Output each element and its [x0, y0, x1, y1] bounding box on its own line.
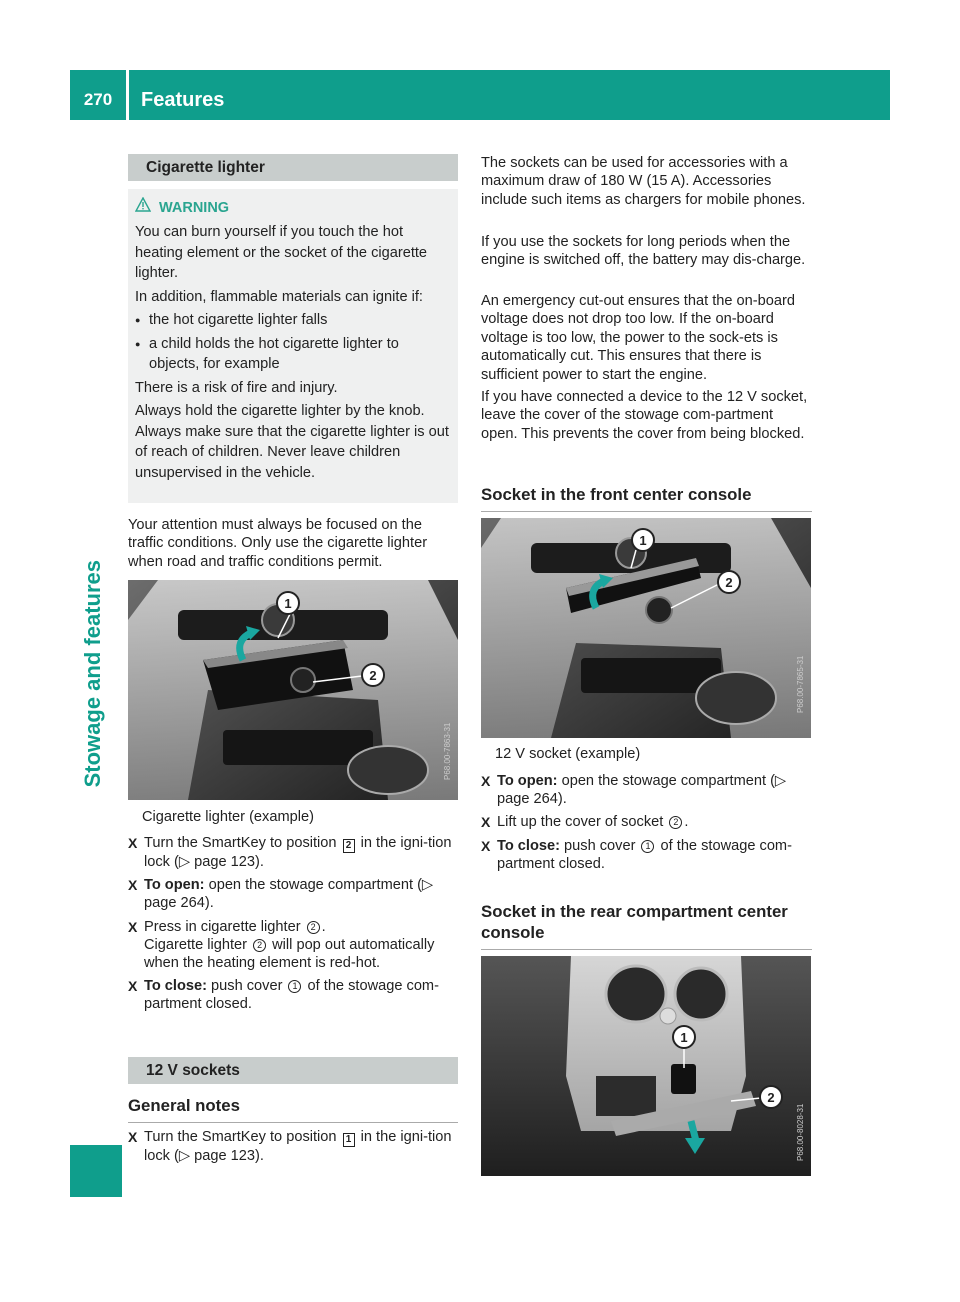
- callout-ref-2: 2: [307, 921, 320, 934]
- callout-1: 1: [284, 596, 292, 611]
- warning-paragraph: You can burn yourself if you touch the hot heating element or the socket of the cigarette lighter.: [135, 224, 428, 281]
- callout-2: 2: [725, 575, 733, 590]
- callout-ref-1: 1: [288, 980, 301, 993]
- warning-title-text: WARNING: [159, 199, 230, 216]
- callout-ref-1: 1: [641, 840, 654, 853]
- warning-paragraph: In addition, flammable materials can ignite if:: [135, 288, 423, 305]
- subheading-front-console: Socket in the front center console: [481, 484, 812, 512]
- step-arrow-icon: X: [481, 837, 491, 854]
- page-title: Features: [141, 89, 225, 111]
- front-socket-photo: [481, 518, 811, 738]
- sockets-paragraph: If you have connected a device to the 12 V socket, leave the cover of the stowage com-partment open. This prevents the cover from being blocked.: [481, 389, 808, 442]
- warning-paragraph: Always hold the cigarette lighter by the knob. Always make sure that the cigarette lighter is out of reach of children. Never leave children unsupervised in the vehicle.: [135, 403, 449, 481]
- instruction-step: X To open: open the stowage compartment (▷ page 264).: [128, 877, 434, 912]
- general-instruction: [128, 1128, 460, 1170]
- attention-paragraph: Your attention must always be focused on the traffic conditions. Only use the cigarette lighter when road and traffic conditions permit.: [128, 517, 428, 570]
- callout-2: 2: [369, 668, 377, 683]
- key-position-2: 2: [343, 839, 355, 853]
- instruction-step: X Turn the SmartKey to position 1 in the igni-tion lock (▷ page 123).: [128, 1129, 452, 1164]
- step-arrow-icon: X: [481, 773, 491, 789]
- warning-box: [128, 189, 458, 503]
- front-instruction-list: [481, 772, 813, 878]
- step-arrow-icon: X: [128, 1129, 138, 1145]
- subheading-rear-console: Socket in the rear compartment center console: [481, 901, 812, 950]
- subheading-general-notes: General notes: [128, 1095, 458, 1123]
- callout-1: 1: [680, 1030, 688, 1045]
- warning-bullet: ● the hot cigarette lighter falls: [135, 310, 450, 331]
- side-tab-marker: [70, 1145, 122, 1197]
- callout-ref-2: 2: [669, 816, 682, 829]
- cigarette-lighter-photo: [128, 580, 458, 800]
- warning-paragraph: There is a risk of fire and injury.: [135, 379, 338, 396]
- step-arrow-icon: X: [128, 877, 138, 894]
- sockets-paragraph: If you use the sockets for long periods when the engine is switched off, the battery may dis-charge.: [481, 234, 806, 269]
- photo-code: P68.00-8028-31: [796, 1103, 805, 1161]
- section-title-12v-sockets: 12 V sockets: [128, 1057, 458, 1084]
- instruction-step: X To close: push cover 1 of the stowage com-partment closed.: [481, 837, 792, 872]
- callout-1: 1: [639, 533, 647, 548]
- side-tab-label: Stowage and features: [80, 560, 105, 788]
- callout-2: 2: [767, 1090, 775, 1105]
- key-position-1: 1: [343, 1133, 355, 1147]
- photo-caption: Cigarette lighter (example): [142, 809, 314, 825]
- warning-bullet: ● a child holds the hot cigarette lighter to objects, for example: [135, 334, 450, 375]
- instruction-step: X Turn the SmartKey to position 2 in the igni-tion lock (▷ page 123).: [128, 835, 452, 870]
- step-arrow-icon: X: [128, 835, 138, 851]
- instruction-list: [128, 834, 460, 1019]
- section-title-cigarette-lighter: Cigarette lighter: [128, 154, 458, 181]
- header-divider: [126, 70, 129, 120]
- rear-socket-photo: [481, 956, 811, 1176]
- page-number: 270: [83, 90, 113, 109]
- photo-code: P68.00-7865-31: [796, 655, 805, 713]
- instruction-step: X To open: open the stowage compartment (▷ page 264).: [481, 773, 787, 808]
- step-arrow-icon: X: [481, 814, 491, 831]
- photo-code: P68.00-7863-31: [443, 722, 452, 780]
- callout-ref-2: 2: [253, 939, 266, 952]
- warning-triangle-icon: [135, 197, 151, 218]
- step-arrow-icon: X: [128, 918, 138, 935]
- instruction-step: X Lift up the cover of socket 2 .: [481, 814, 689, 831]
- warning-title: [135, 197, 450, 218]
- sockets-paragraph: The sockets can be used for accessories with a maximum draw of 180 W (15 A). Accessories include such items as chargers for mobile phones.: [481, 155, 806, 208]
- step-arrow-icon: X: [128, 978, 138, 995]
- instruction-step: X Press in cigarette lighter 2 . Cigarette lighter 2 will pop out automatically when the heating element is red-hot.: [128, 918, 435, 972]
- photo-caption: 12 V socket (example): [495, 746, 641, 762]
- sockets-paragraph: An emergency cut-out ensures that the on-board voltage does not drop too low. If the on-board voltage is too low, the power to the sock-ets is automatically cut. This ensures that there is sufficient power to start the engine.: [481, 293, 795, 383]
- instruction-step: X To close: push cover 1 of the stowage com-partment closed.: [128, 978, 439, 1013]
